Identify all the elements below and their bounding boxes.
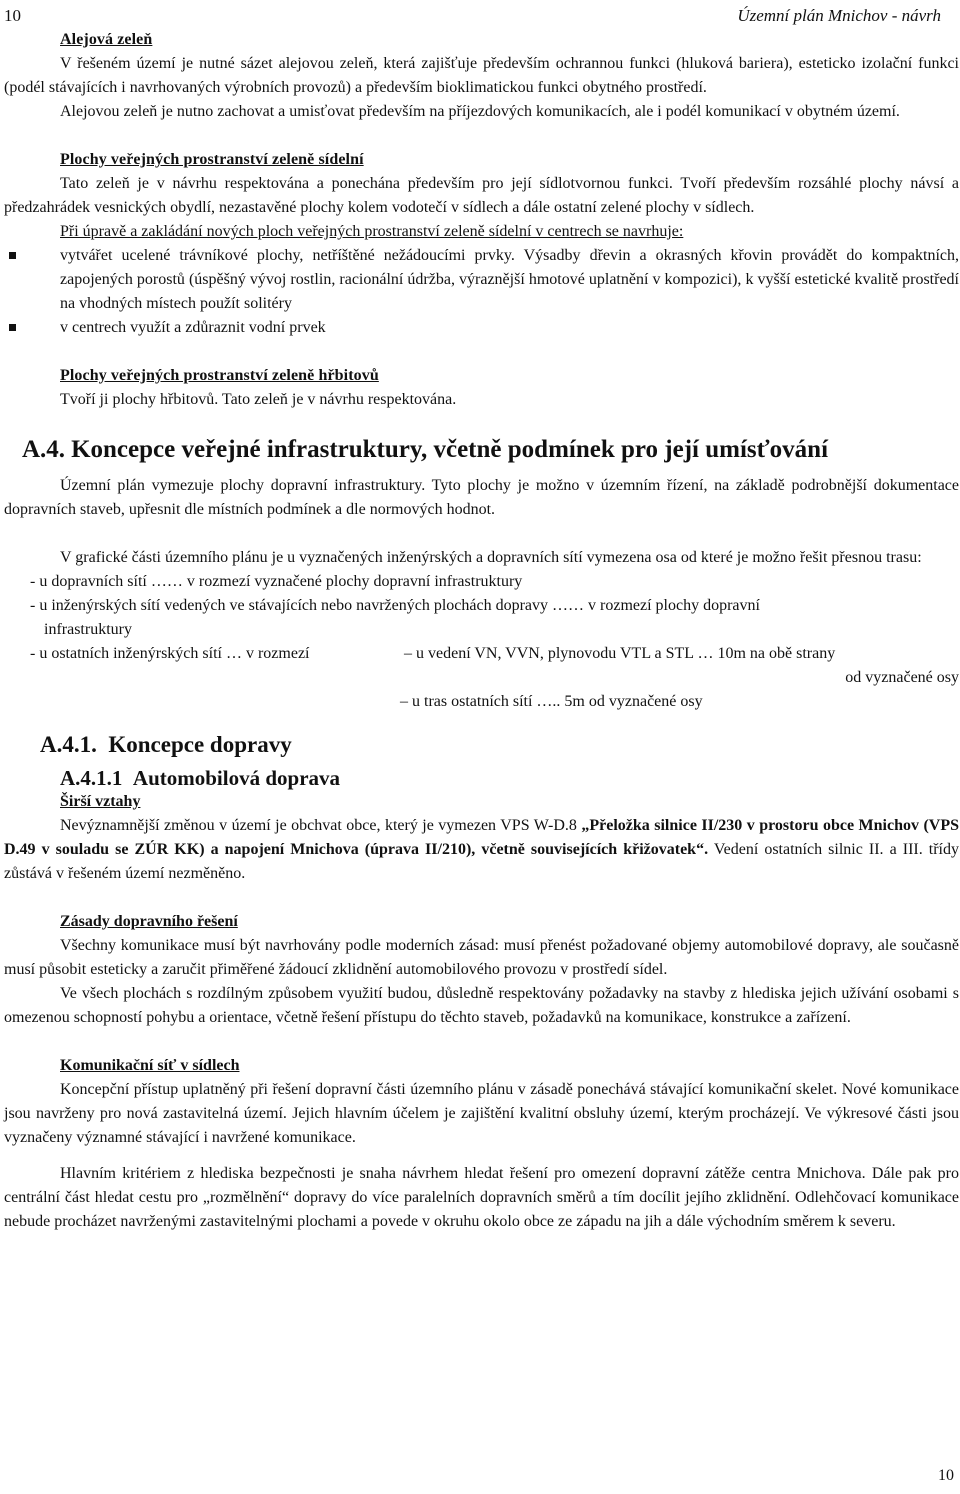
dash-item-tras: – u tras ostatních sítí ….. 5m od vyznačené osy [400,693,703,710]
section-heading-a41: A.4.1. Koncepce dopravy [40,732,292,757]
heading-komunikacni-sit: Komunikační síť v sídlech [60,1057,240,1074]
paragraph: Všechny komunikace musí být navrhovány podle moderních zásad: musí přenést požadované objemy automobilové dopravy, ale současně musí působit esteticky a zaručit přiměřené žádoucí zklidnění automobilového provozu v prostředí sídel. [4,937,959,978]
heading-alejova-zelen: Alejová zeleň [60,31,153,48]
bullet-square-icon [9,252,16,259]
paragraph: Tvoří ji plochy hřbitovů. Tato zeleň je v návrhu respektována. [60,391,457,408]
paragraph: Alejovou zeleň je nutno zachovat a umisťovat především na příjezdových komunikacích, ale i podél komunikací v obytném území. [60,103,900,120]
dash-item: - u dopravních sítí …… v rozmezí vyznačené plochy dopravní infrastruktury [30,573,523,590]
paragraph: V řešeném území je nutné sázet alejovou zeleň, která zajišťuje především ochrannou funkci (hluková bariera), esteticko izolační funkci (podél stávajících i navrhovaných výrobních provozů) a především bioklimatickou funkci obytného prostředí. [4,55,959,96]
list-item: v centrech využít a zdůraznit vodní prvek [4,316,959,340]
paragraph: V grafické části územního plánu je u vyznačených inženýrských a dopravních sítí vymezena osa od které je možno řešit přesnou trasu: [60,549,922,566]
dash-item-left: - u ostatních inženýrských sítí … v rozmezí [30,645,310,662]
heading-zasady: Zásady dopravního řešení [60,913,238,930]
dash-item: - u inženýrských sítí vedených ve stávajících nebo navržených plochách dopravy …… v rozmezí plochy dopravní [30,597,760,614]
document-page [4,2,959,1234]
dash-item-continuation: infrastruktury [44,621,132,638]
paragraph: Územní plán vymezuje plochy dopravní infrastruktury. Tyto plochy je možno v územním řízení, na základě podrobnější dokumentace dopravních staveb, upřesnit dle místních podmínek a dle normových hodnot. [4,477,959,518]
list-item: vytvářet ucelené trávníkové plochy, netříštěné nežádoucími prvky. Výsadby dřevin a okrasných křovin provádět do kompaktních, zapojených porostů (úspěšný vývoj rostlin, racionální údržba, výraznější hmotové uplatnění v kompozici), k vyšší estetické kvalitě prostředí na vhodných místech použít solitéry [4,244,959,316]
section-heading-a411: A.4.1.1 Automobilová doprava [60,766,341,790]
paragraph: Koncepční přístup uplatněný při řešení dopravní části územního plánu v zásadě ponechává stávající komunikační skelet. Nové komunikace jsou navrženy pro nová zastavitelná území. Jejich hlavním účelem je zajištění kvalitní obsluhy území, kterým procházejí. Ve výkresové části jsou vyznačeny významné stávající i navržené komunikace. [4,1081,959,1146]
section-heading-a4 [22,434,959,466]
header-title: Územní plán Mnichov - návrh [737,6,941,25]
dash-item-ostatni [4,642,959,690]
heading-zelen-hrbitovu: Plochy veřejných prostranství zeleně hřbitovů [60,367,379,384]
dash-item-right: – u vedení VN, VVN, plynovodu VTL a STL … 10m na obě strany od vyznačené osy [404,645,959,686]
page-header [4,2,959,28]
heading-sirsi-vztahy: Širší vztahy [60,793,141,810]
bullet-list [4,244,959,340]
header-page-number: 10 [4,6,21,25]
footer-page-number: 10 [938,1467,954,1484]
heading-zelen-sidelni: Plochy veřejných prostranství zeleně sídelní [60,151,364,168]
paragraph: Nevýznamnější změnou v území je obchvat obce, který je vymezen VPS W-D.8 „Přeložka silnice II/230 v prostoru obce Mnichov (VPS D.49 v souladu se ZÚR KK) a napojení Mnichova (úprava II/210), včetně souvisejících křižovatek“. Vedení ostatních silnic II. a III. třídy zůstává v řešeném území nezměněno. [4,817,960,882]
paragraph: Hlavním kritériem z hlediska bezpečnosti je snaha návrhem hledat řešení pro omezení dopravní zátěže centra Mnichova. Dále pak pro centrální část hledat cestu pro „rozmělnění“ dopravy do více paralelních dopravních směrů a tím docílit jejího zklidnění. Odlehčovací komunikace nebude procházet navrženými zastavitelnými plochami a povede v okruhu okolo obce ze západu na jih a dále východním směrem k severu. [4,1165,959,1230]
paragraph: Ve všech plochách s rozdílným způsobem využití budou, důsledně respektovány požadavky na stavby z hlediska jejich užívání osobami s omezenou schopností pohybu a orientace, včetně řešení přístupu do těchto staveb, požadavků na komunikace, konstrukce a zařízení. [4,985,959,1026]
bullet-square-icon [9,324,16,331]
list-intro: Při úpravě a zakládání nových ploch veřejných prostranství zeleně sídelní v centrech se navrhuje: [60,223,684,240]
section-number: A.4. [22,436,66,463]
section-title: Koncepce veřejné infrastruktury, včetně podmínek pro její umísťování [71,436,829,463]
paragraph: Tato zeleň je v návrhu respektována a ponechána především pro její sídlotvornou funkci. Tvoří především rozsáhlé plochy návsí a předzahrádek vesnických obydlí, nezastavěné plochy kolem vodotečí v sídlech a dále ostatní zelené plochy v sídlech. [4,175,959,216]
